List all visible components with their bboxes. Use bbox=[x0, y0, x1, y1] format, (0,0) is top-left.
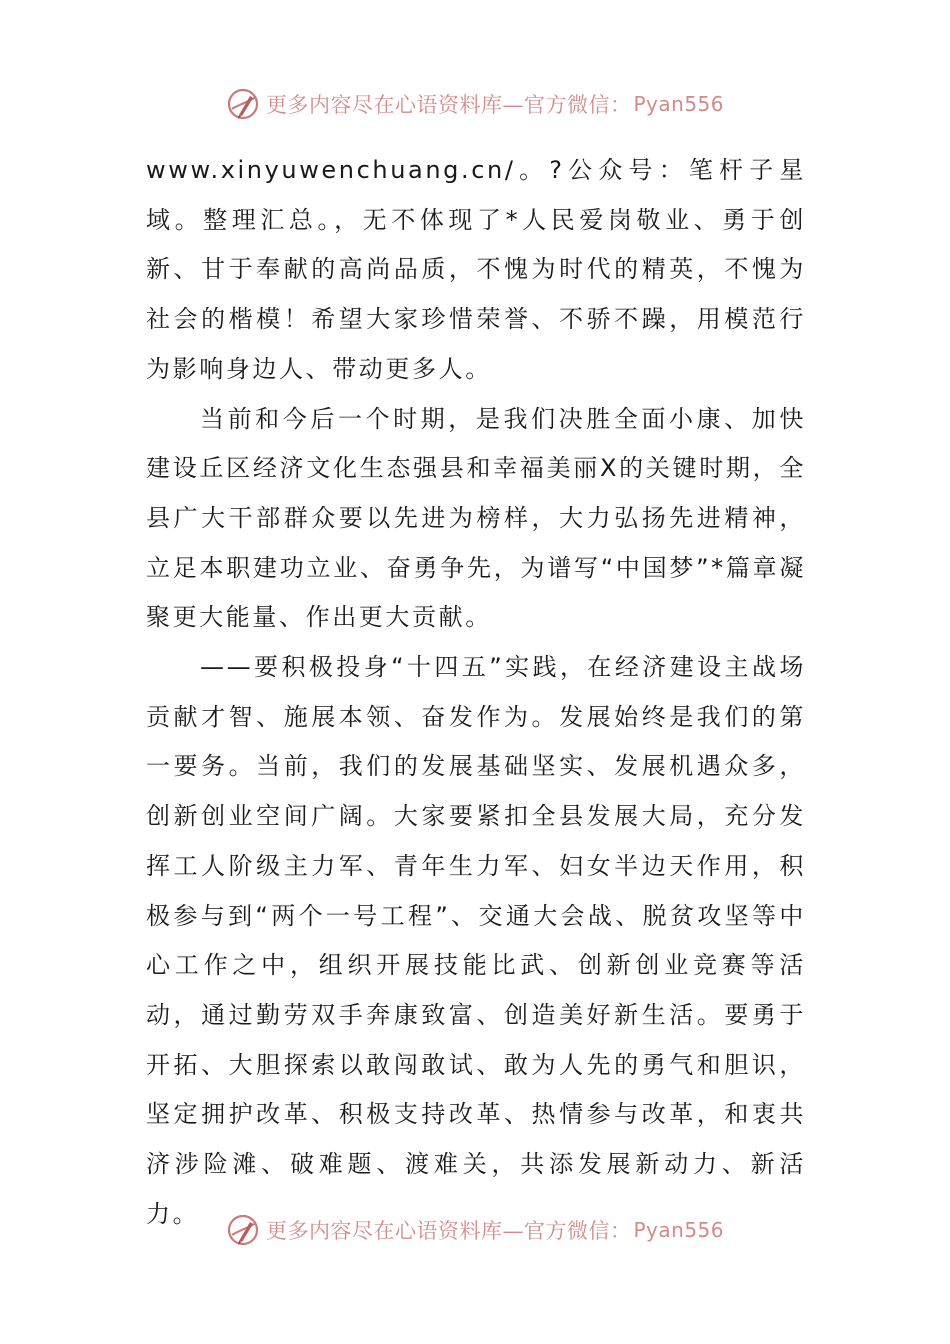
document-body bbox=[146, 146, 806, 1239]
watermark-wechat-id: Pyan556 bbox=[633, 1218, 724, 1242]
header-watermark bbox=[0, 84, 950, 124]
footer-watermark bbox=[0, 1210, 950, 1250]
paragraph-3: ——要积极投身“十四五”实践，在经济建设主战场贡献才智、施展本领、奋发作为。发展始终是我们的第一要务。当前，我们的发展基础坚实、发展机遇众多，创新创业空间广阔。大家要紧扣全县发展大局，充分发挥工人阶级主力军、青年生力军、妇女半边天作用，积极参与到“两个一号工程”、交通大会战、脱贫攻坚等中心工作之中，组织开展技能比武、创新创业竞赛等活动，通过勤劳双手奔康致富、创造美好新生活。要勇于开拓、大胆探索以敢闯敢试、敢为人先的勇气和胆识，坚定拥护改革、积极支持改革、热情参与改革，和衷共济涉险滩、破难题、渡难关，共添发展新动力、新活力。 bbox=[146, 653, 806, 1228]
pen-logo-icon bbox=[226, 87, 260, 121]
paragraph-2: 当前和今后一个时期，是我们决胜全面小康、加快建设丘区经济文化生态强县和幸福美丽X的关键时期，全县广大干部群众要以先进为榜样，大力弘扬先进精神，立足本职建功立业、奋勇争先，为谱写“中国梦”*篇章凝聚更大能量、作出更大贡献。 bbox=[146, 404, 806, 632]
watermark-text: 更多内容尽在心语资料库—官方微信： bbox=[265, 93, 632, 117]
watermark-text: 更多内容尽在心语资料库—官方微信： bbox=[265, 1219, 632, 1243]
paragraph-1: www.xinyuwenchuang.cn/。?公众号：笔杆子星域。整理汇总。，无不体现了*人民爱岗敬业、勇于创新、甘于奉献的高尚品质，不愧为时代的精英，不愧为社会的楷模！希望大家珍惜荣誉、不骄不躁，用模范行为影响身边人、带动更多人。 bbox=[146, 156, 806, 383]
watermark-wechat-id: Pyan556 bbox=[633, 92, 724, 116]
pen-logo-icon bbox=[226, 1213, 260, 1247]
